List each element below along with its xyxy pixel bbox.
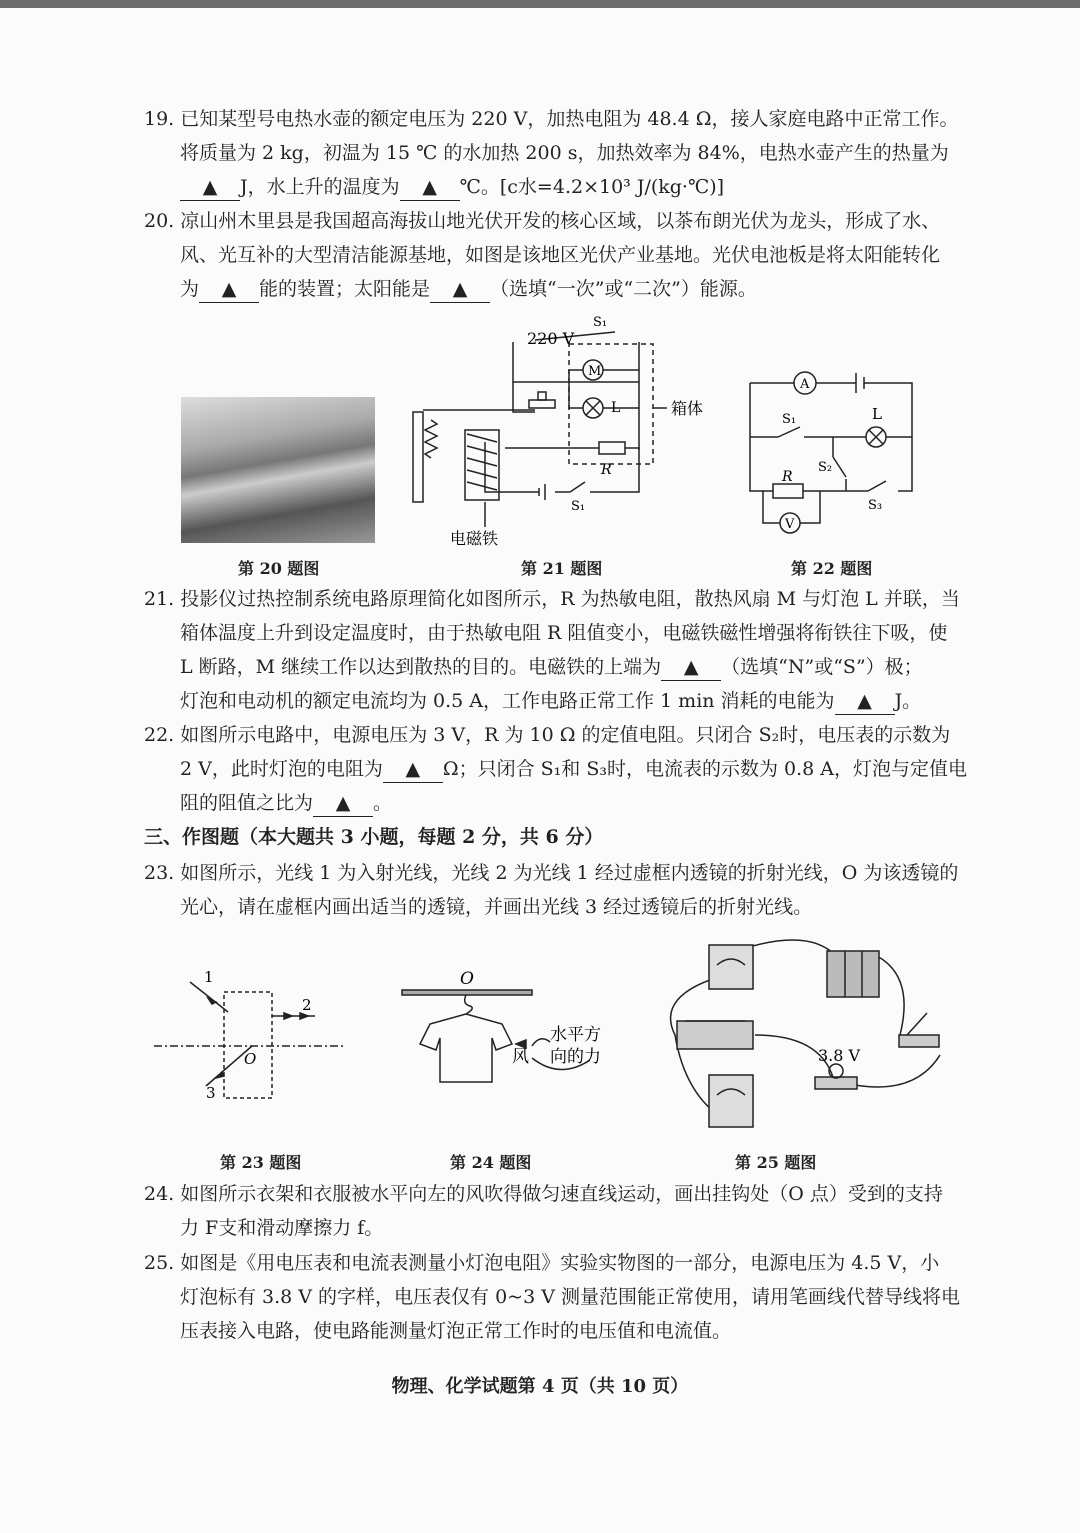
ray-1-label: 1 — [204, 968, 214, 986]
q22-line3a: 阻的阻值之比为 — [180, 792, 314, 814]
bulb-rating-label: 3.8 V — [818, 1046, 861, 1065]
q24-line1: 24. 如图所示衣架和衣服被水平向左的风吹得做匀速直线运动，画出挂钩处（O 点）受到的支持 — [144, 1183, 943, 1205]
q21-line3b: （选填“N”或“S”）极； — [721, 656, 923, 678]
switch-label: S₂ — [818, 460, 833, 475]
answer-blank[interactable]: ▲ — [661, 654, 721, 681]
caption-fig20: 第 20 题图 — [238, 559, 320, 578]
ammeter-label: A — [800, 377, 810, 392]
answer-blank[interactable]: ▲ — [430, 276, 490, 303]
answer-blank[interactable]: ▲ — [400, 174, 460, 201]
q21-line4a: 灯泡和电动机的额定电流均为 0.5 A，工作电路正常工作 1 min 消耗的电能为 — [180, 690, 835, 712]
q25-line3: 压表接入电路，使电路能测量灯泡正常工作时的电压值和电流值。 — [180, 1320, 732, 1342]
q19-line1: 19. 已知某型号电热水壶的额定电压为 220 V，加热电阻为 48.4 Ω，接人家庭电路中正常工作。 — [144, 108, 959, 130]
caption-fig25: 第 25 题图 — [735, 1153, 817, 1172]
ray-3-label: 3 — [206, 1084, 216, 1102]
q19-line3a: J，水上升的温度为 — [240, 176, 400, 198]
figure-21-circuit — [405, 312, 715, 552]
answer-blank[interactable]: ▲ — [199, 276, 259, 303]
q21-line4b: J。 — [894, 690, 922, 712]
q20-line1: 20. 凉山州木里县是我国超高海拔山地光伏开发的核心区域，以茶布朗光伏为龙头，形成了水、 — [144, 210, 941, 232]
figure-22-circuit — [738, 365, 923, 545]
answer-blank[interactable]: ▲ — [835, 688, 895, 715]
point-o-label: O — [460, 969, 474, 989]
q20-line3a: 为 — [180, 278, 200, 300]
voltmeter-label: V — [785, 517, 795, 532]
caption-fig24: 第 24 题图 — [450, 1153, 532, 1172]
question-21 — [144, 582, 959, 718]
q22-line1: 22. 如图所示电路中，电源电压为 3 V，R 为 10 Ω 的定值电阻。只闭合 S₂时，电压表的示数为 — [144, 724, 951, 746]
question-22 — [144, 718, 967, 820]
page-footer: 物理、化学试题第 4 页（共 10 页） — [391, 1376, 689, 1397]
q19-line3b: ℃。[c水=4.2×10³ J/(kg·℃)] — [459, 176, 725, 198]
question-23 — [144, 856, 959, 924]
resistor-label: R — [601, 462, 612, 478]
q23-line1: 23. 如图所示，光线 1 为入射光线，光线 2 为光线 1 经过虚框内透镜的折射光线，O 为该透镜的 — [144, 862, 959, 884]
q21-line1: 21. 投影仪过热控制系统电路原理简化如图所示，R 为热敏电阻，散热风扇 M 与灯泡 L 并联，当 — [144, 588, 960, 610]
force-label-2: 向的力 — [550, 1047, 601, 1067]
answer-blank[interactable]: ▲ — [180, 174, 240, 201]
box-label: 箱体 — [671, 399, 704, 418]
q20-line3b: 能的装置；太阳能是 — [259, 278, 431, 300]
section-heading: 三、作图题（本大题共 3 小题，每题 2 分，共 6 分） — [144, 826, 604, 848]
optical-center-label: O — [244, 1050, 257, 1068]
q19-line2: 将质量为 2 kg，初温为 15 ℃ 的水加热 200 s，加热效率为 84%，电热水壶产生的热量为 — [180, 142, 949, 164]
solar-farm-photo — [181, 397, 375, 543]
switch-label: S₁ — [782, 412, 797, 427]
lamp-label: L — [872, 405, 882, 423]
switch-label: S₁ — [571, 499, 586, 514]
q23-line2: 光心，请在虚框内画出适当的透镜，并画出光线 3 经过透镜后的折射光线。 — [180, 896, 813, 918]
figure-25-apparatus — [655, 935, 945, 1145]
ray-2-label: 2 — [302, 996, 312, 1014]
motor-label: M — [588, 364, 602, 379]
answer-blank[interactable]: ▲ — [313, 790, 373, 817]
lamp-label: L — [611, 400, 621, 416]
force-label-1: 水平方 — [550, 1025, 601, 1045]
figure-24-hanger — [400, 962, 620, 1102]
q24-line2: 力 F支和滑动摩擦力 f。 — [180, 1217, 384, 1239]
top-bar — [0, 0, 1080, 8]
figure-23-optics — [150, 960, 350, 1110]
q22-line2a: 2 V，此时灯泡的电阻为 — [180, 758, 383, 780]
wind-label: 风 — [512, 1047, 529, 1067]
switch-label: S₃ — [868, 498, 883, 513]
caption-fig23: 第 23 题图 — [220, 1153, 302, 1172]
q20-line3c: （选填“一次”或“二次”）能源。 — [490, 278, 757, 300]
q20-line2: 风、光互补的大型清洁能源基地，如图是该地区光伏产业基地。光伏电池板是将太阳能转化 — [180, 244, 941, 266]
q21-line2: 箱体温度上升到设定温度时，由于热敏电阻 R 阻值变小，电磁铁磁性增强将衔铁往下吸，使 — [180, 622, 948, 644]
q25-line2: 灯泡标有 3.8 V 的字样，电压表仅有 0~3 V 测量范围能正常使用，请用笔画线代替导线将电 — [180, 1286, 960, 1308]
switch-label: S₁ — [593, 315, 608, 330]
q25-line1: 25. 如图是《用电压表和电流表测量小灯泡电阻》实验实物图的一部分，电源电压为 4.5 V，小 — [144, 1252, 940, 1274]
caption-fig21: 第 21 题图 — [521, 559, 603, 578]
voltage-label: 220 V — [527, 329, 575, 348]
question-24 — [144, 1177, 959, 1245]
caption-fig22: 第 22 题图 — [791, 559, 873, 578]
question-20 — [144, 204, 959, 306]
question-25 — [144, 1246, 959, 1348]
q21-line3a: L 断路，M 继续工作以达到散热的目的。电磁铁的上端为 — [180, 656, 662, 678]
resistor-label: R — [782, 469, 793, 485]
answer-blank[interactable]: ▲ — [383, 756, 443, 783]
question-19 — [144, 102, 959, 204]
q22-line3b: 。 — [373, 792, 393, 814]
electromagnet-label: 电磁铁 — [450, 529, 499, 548]
q22-line2b: Ω；只闭合 S₁和 S₃时，电流表的示数为 0.8 A，灯泡与定值电 — [442, 758, 967, 780]
